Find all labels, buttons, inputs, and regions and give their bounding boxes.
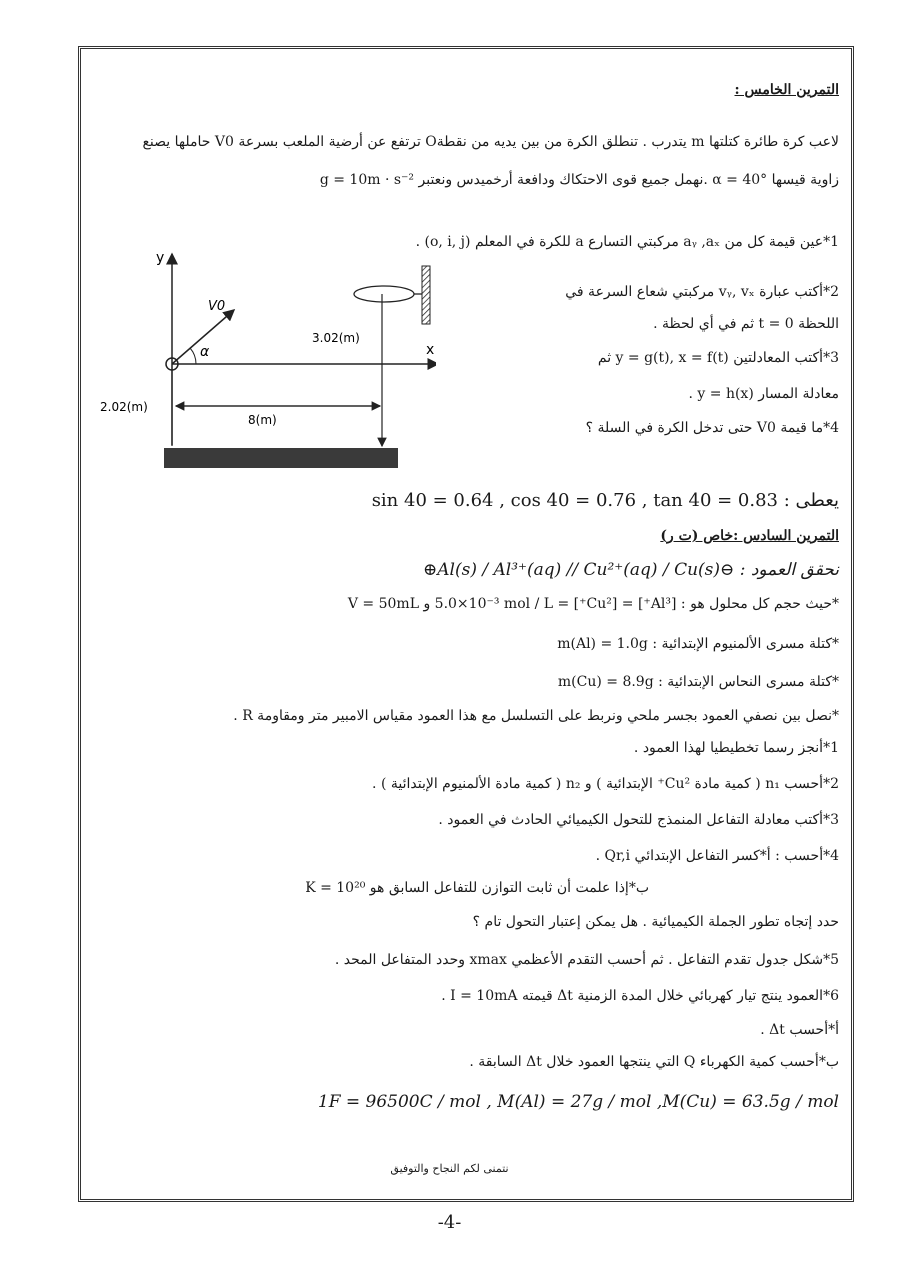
projectile-diagram xyxy=(96,240,436,480)
angle-arc xyxy=(190,348,196,364)
alpha-label: α xyxy=(200,344,210,360)
copper-mass: *كتلة مسرى النحاس الإبتدائية : m(Cu) = 8.9g xyxy=(557,674,839,690)
cell-notation: نحقق العمود : ⊖Al(s) / Al³⁺(aq) // Cu²⁺(aq) / Cu(s)⊕ xyxy=(423,560,839,580)
v0-label: V0 xyxy=(208,299,226,314)
height-label: 2.02(m) xyxy=(100,400,148,414)
exercise-6-question-6b: ب*أحسب كمية الكهرباء Q التي ينتجها العمود خلال Δt السابقة . xyxy=(469,1054,839,1070)
exercise-6-question-4c: حدد إتجاه تطور الجملة الكيميائية . هل يمكن إعتبار التحول تام ؟ xyxy=(472,914,839,930)
exercise-5-question-2a: 2*أكتب عبارة vᵧ, vₓ مركبتي شعاع السرعة في xyxy=(565,284,839,300)
y-axis-label: y xyxy=(156,250,165,266)
exercise-5-question-4: 4*ما قيمة V0 حتى تدخل الكرة في السلة ؟ xyxy=(585,420,839,436)
connection-text: *نصل بين نصفي العمود بجسر ملحي ونربط على التسلسل مع هذا العمود مقياس الامبير متر ومقاومة R . xyxy=(233,708,839,724)
ground xyxy=(164,448,398,468)
exercise-6-question-6: 6*العمود ينتج تيار كهربائي خلال المدة الزمنية Δt قيمته I = 10mA . xyxy=(441,988,839,1004)
hoop-height-label: 3.02(m) xyxy=(312,331,360,345)
exercise-6-title: التمرين السادس :خاص (ت ر) xyxy=(660,528,839,544)
page-number: -4- xyxy=(437,1212,462,1233)
concentration-line: *حيث حجم كل محلول هو : [Al³⁺] = [Cu²⁺] = 5.0×10⁻³ mol / L و V = 50mL xyxy=(347,596,839,612)
exercise-5-question-2b: اللحظة t = 0 ثم في أي لحظة . xyxy=(653,316,839,332)
exercise-6-question-2: 2*أحسب n₁ ( كمية مادة Cu²⁺ الإبتدائية ) و n₂ ( كمية مادة الألمنيوم الإبتدائية ) . xyxy=(372,776,839,792)
basketball-hoop xyxy=(354,286,414,302)
closing-wish: نتمنى لكم النجاح والتوفيق xyxy=(390,1162,509,1175)
exercise-5-intro-line-2: زاوية قيسها α = 40° .نهمل جميع قوى الاحتكاك ودافعة أرخميدس ونعتبر g = 10m · s⁻² xyxy=(319,172,839,188)
exercise-6-question-6a: أ*أحسب Δt . xyxy=(760,1022,839,1038)
x-axis-label: x xyxy=(426,342,435,358)
backboard xyxy=(422,266,430,324)
aluminium-mass: *كتلة مسرى الألمنيوم الإبتدائية : m(Al) = 1.0g xyxy=(557,636,839,652)
page-frame xyxy=(78,46,854,1202)
exercise-6-question-4b: ب*إذا علمت أن ثابت التوازن للتفاعل السابق هو K = 10²⁰ xyxy=(305,880,649,896)
exercise-6-question-4a: 4*أحسب : أ*كسر التفاعل الإبتدائي Qr,i . xyxy=(595,848,839,864)
exercise-5-question-1: 1*عين قيمة كل من aᵧ ,aₓ مركبتي التسارع a للكرة في المعلم (o, i, j) . xyxy=(415,234,839,250)
constants-line: 1F = 96500C / mol , M(Al) = 27g / mol ,M(Cu) = 63.5g / mol xyxy=(317,1092,839,1112)
exercise-6-question-3: 3*أكتب معادلة التفاعل المنمذج للتحول الكيميائي الحادث في العمود . xyxy=(438,812,839,828)
exercise-5-question-3a: 3*أكتب المعادلتين y = g(t), x = f(t) ثم xyxy=(597,350,839,366)
exercise-5-question-3b: معادلة المسار y = h(x) . xyxy=(688,386,839,402)
given-values: يعطى : sin 40 = 0.64 , cos 40 = 0.76 , tan 40 = 0.83 xyxy=(371,490,839,511)
exercise-6-question-1: 1*أنجز رسما تخطيطيا لهذا العمود . xyxy=(633,740,839,756)
exercise-5-intro-line-1: لاعب كرة طائرة كتلتها m يتدرب . تنطلق الكرة من بين يديه من نقطةO ترتفع عن أرضية الملعب بسرعة V0 حاملها يصنع xyxy=(142,134,839,150)
distance-label: 8(m) xyxy=(248,413,277,427)
exercise-5-title: التمرين الخامس : xyxy=(734,82,839,98)
exercise-6-question-5: 5*شكل جدول تقدم التفاعل . ثم أحسب التقدم الأعظمي xmax وحدد المتفاعل المحد . xyxy=(334,952,839,968)
